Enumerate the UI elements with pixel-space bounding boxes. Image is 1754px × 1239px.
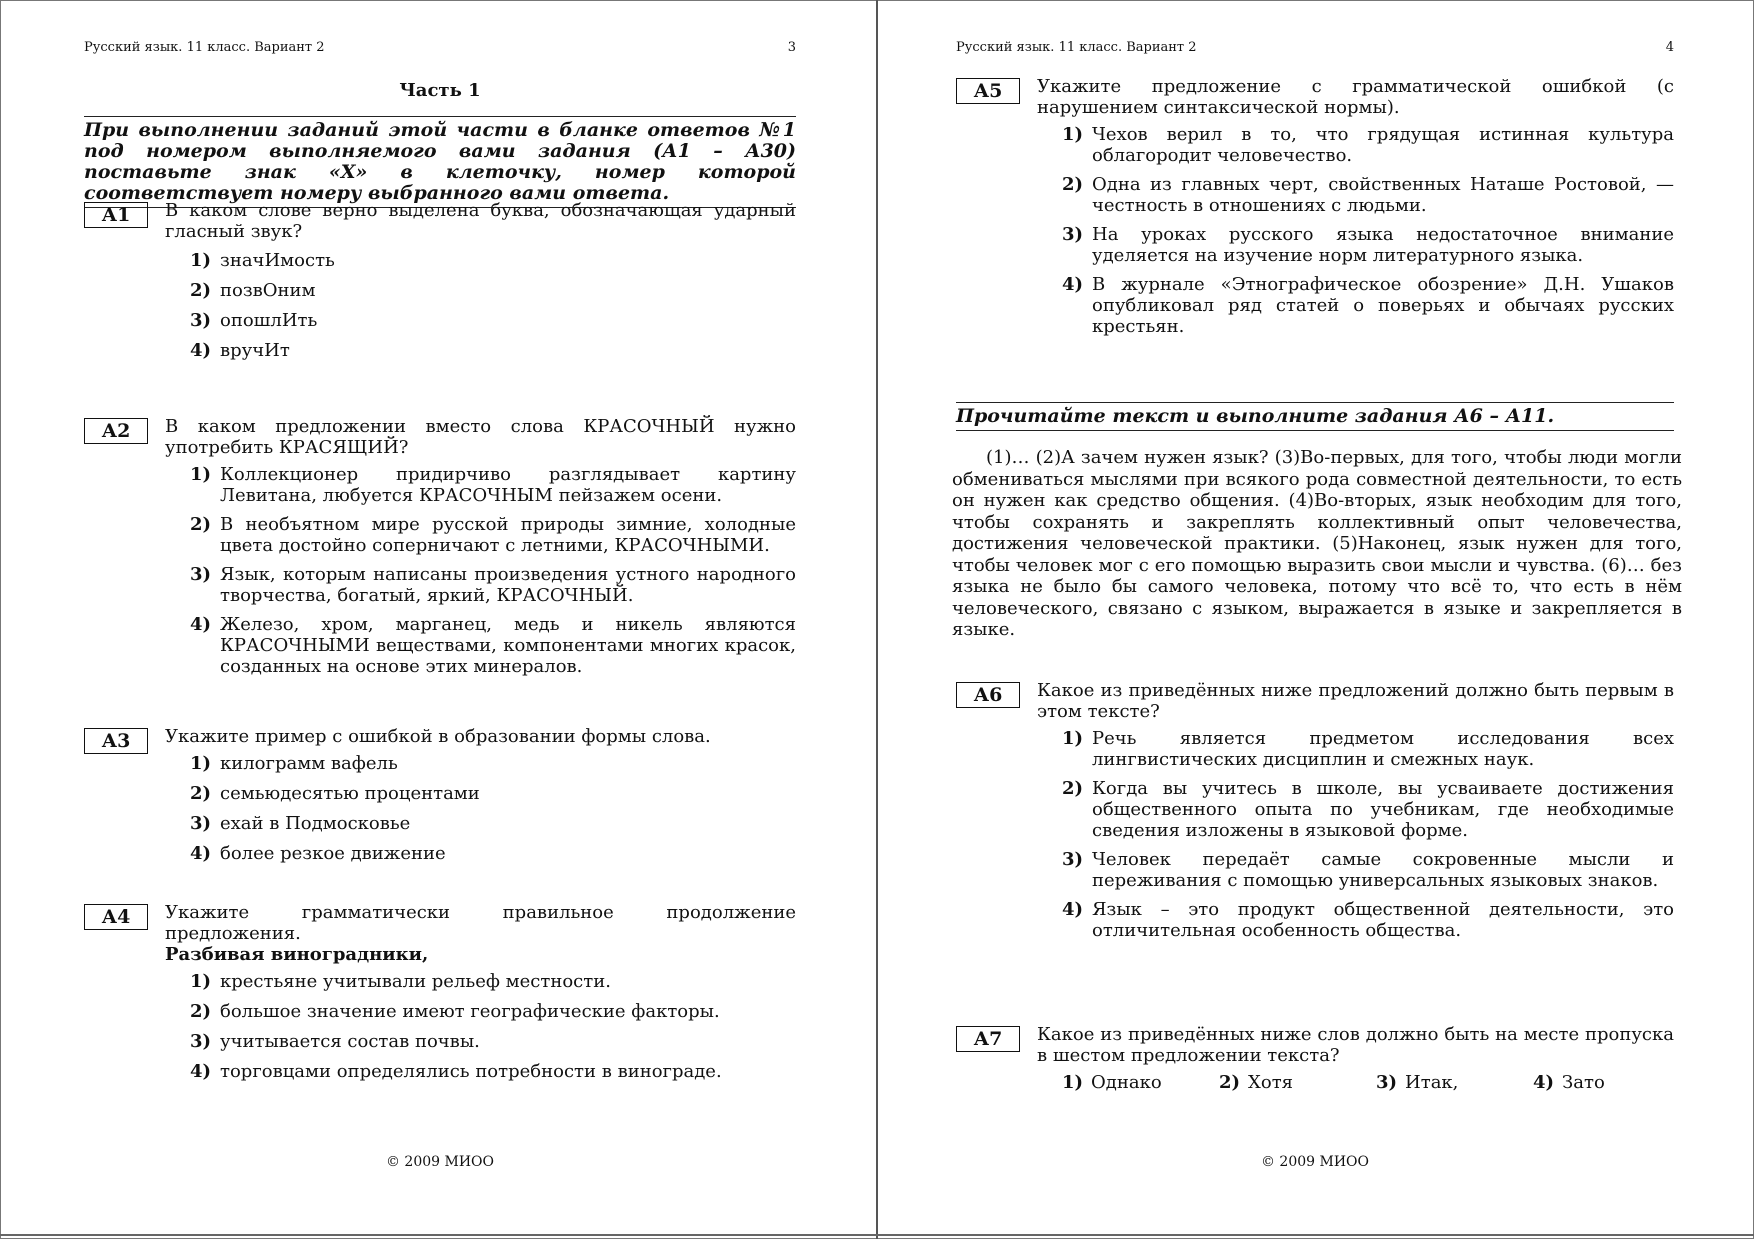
- option-item[interactable]: [190, 280, 796, 301]
- option-number: 1): [190, 464, 212, 485]
- option-text: торговцами определялись потребности в винограде.: [220, 1061, 722, 1082]
- option-item[interactable]: [1376, 1072, 1533, 1093]
- option-text: вручИт: [220, 340, 290, 361]
- option-item[interactable]: [190, 753, 796, 774]
- options-list: [1062, 1072, 1674, 1093]
- option-text: Когда вы учитесь в школе, вы усваиваете достижения общественного опыта по учебникам, где необходимые сведения изложены в языковой форме.: [1092, 778, 1674, 841]
- option-text: Язык – это продукт общественной деятельности, это отличительная особенность общества.: [1092, 899, 1674, 941]
- option-item[interactable]: [190, 1031, 796, 1052]
- task-label-box: А1: [84, 202, 148, 228]
- option-text: семьюдесятью процентами: [220, 783, 480, 804]
- options-list: [1062, 728, 1674, 941]
- option-number: 3): [1376, 1072, 1398, 1093]
- option-number: 4): [1062, 899, 1084, 920]
- option-item[interactable]: [1533, 1072, 1605, 1093]
- option-item[interactable]: [190, 1001, 796, 1022]
- option-text: На уроках русского языка недостаточное внимание уделяется на изучение норм литературного языка.: [1092, 224, 1674, 266]
- option-item[interactable]: [1062, 124, 1674, 166]
- task-question: Какое из приведённых ниже слов должно быть на месте пропуска в шестом предложении текста?: [1037, 1024, 1674, 1066]
- option-item[interactable]: [190, 564, 796, 606]
- option-number: 1): [190, 753, 212, 774]
- page-footer: © 2009 МИОО: [385, 1154, 495, 1170]
- option-item[interactable]: [1062, 174, 1674, 216]
- task-question: Укажите предложение с грамматической ошибкой (с нарушением синтаксической нормы).: [1037, 76, 1674, 118]
- option-text: Коллекционер придирчиво разглядывает картину Левитана, любуется КРАСОЧНЫМ пейзажем осени.: [220, 464, 796, 506]
- option-item[interactable]: [1062, 224, 1674, 266]
- option-number: 3): [1062, 849, 1084, 870]
- task-a5: [956, 76, 1674, 337]
- page-number: 4: [1665, 40, 1674, 55]
- option-number: 1): [1062, 728, 1084, 749]
- task-a6: [956, 680, 1674, 941]
- option-number: 4): [1062, 274, 1084, 295]
- task-a7: [956, 1024, 1674, 1093]
- option-item[interactable]: [1062, 849, 1674, 891]
- option-number: 3): [1062, 224, 1084, 245]
- option-number: 2): [190, 783, 212, 804]
- task-question: [165, 902, 796, 965]
- option-text: Зато: [1562, 1072, 1605, 1093]
- option-item[interactable]: [1219, 1072, 1376, 1093]
- part-title: Часть 1: [399, 80, 481, 101]
- option-text: В журнале «Этнографическое обозрение» Д.Н. Ушаков опубликовал ряд статей о поверьях и обычаях русских крестьян.: [1092, 274, 1674, 337]
- option-item[interactable]: [1062, 728, 1674, 770]
- option-item[interactable]: [190, 843, 796, 864]
- option-number: 1): [1062, 1072, 1084, 1093]
- option-text: Язык, которым написаны произведения устного народного творчества, богатый, яркий, КРАСОЧНЫЙ.: [220, 564, 796, 606]
- option-item[interactable]: [1062, 899, 1674, 941]
- header-title: Русский язык. 11 класс. Вариант 2: [84, 40, 325, 55]
- task-label-box: А4: [84, 904, 148, 930]
- task-question: Какое из приведённых ниже предложений должно быть первым в этом тексте?: [1037, 680, 1674, 722]
- option-number: 3): [190, 813, 212, 834]
- right-page: [952, 0, 1682, 1239]
- option-text: значИмость: [220, 250, 335, 271]
- option-number: 1): [190, 971, 212, 992]
- option-number: 2): [190, 1001, 212, 1022]
- option-text: Речь является предметом исследования всех лингвистических дисциплин и смежных наук.: [1092, 728, 1674, 770]
- task-question-text: Укажите грамматически правильное продолжение предложения.: [165, 902, 796, 944]
- task-a1: [84, 200, 796, 361]
- option-text: В необъятном мире русской природы зимние, холодные цвета достойно соперничают с летними, КРАСОЧНЫМИ.: [220, 514, 796, 556]
- option-number: 2): [190, 280, 212, 301]
- task-a3: [84, 726, 796, 864]
- page-number: 3: [787, 40, 796, 55]
- option-number: 2): [1219, 1072, 1241, 1093]
- page-footer: © 2009 МИОО: [1260, 1154, 1370, 1170]
- option-number: 4): [1533, 1072, 1555, 1093]
- option-item[interactable]: [190, 250, 796, 271]
- options-list: [190, 753, 796, 864]
- option-text: более резкое движение: [220, 843, 446, 864]
- option-number: 4): [190, 843, 212, 864]
- option-text: Одна из главных черт, свойственных Наташе Ростовой, — честность в отношениях с людьми.: [1092, 174, 1674, 216]
- option-text: крестьяне учитывали рельеф местности.: [220, 971, 611, 992]
- task-label-box: А2: [84, 418, 148, 444]
- option-item[interactable]: [190, 813, 796, 834]
- task-question: Укажите пример с ошибкой в образовании формы слова.: [165, 726, 711, 747]
- option-item[interactable]: [1062, 274, 1674, 337]
- option-number: 4): [190, 1061, 212, 1082]
- option-text: учитывается состав почвы.: [220, 1031, 480, 1052]
- text-instruction: Прочитайте текст и выполните задания А6 – А11.: [956, 402, 1674, 431]
- option-number: 3): [190, 310, 212, 331]
- option-item[interactable]: [190, 783, 796, 804]
- option-text: Однако: [1091, 1072, 1162, 1093]
- option-item[interactable]: [1062, 1072, 1219, 1093]
- option-number: 4): [190, 340, 212, 361]
- option-number: 1): [190, 250, 212, 271]
- header-title: Русский язык. 11 класс. Вариант 2: [956, 40, 1197, 55]
- task-question: В каком слове верно выделена буква, обозначающая ударный гласный звук?: [165, 200, 796, 242]
- option-item[interactable]: [190, 340, 796, 361]
- task-label-box: А5: [956, 78, 1020, 104]
- option-number: 4): [190, 614, 212, 635]
- page-header: [84, 40, 796, 55]
- option-text: Итак,: [1405, 1072, 1459, 1093]
- option-text: опошлИть: [220, 310, 318, 331]
- option-item[interactable]: [1062, 778, 1674, 841]
- instruction-block: При выполнении заданий этой части в бланке ответов №1 под номером выполняемого вами задания (А1 – А30) поставьте знак «Х» в клеточку, номер которой соответствует номеру выбранного вами ответа.: [84, 116, 796, 208]
- option-text: Железо, хром, марганец, медь и никель являются КРАСОЧНЫМИ веществами, компонентами многих красок, созданных на основе этих минералов.: [220, 614, 796, 677]
- options-list: [190, 250, 796, 361]
- option-number: 3): [190, 564, 212, 585]
- option-item[interactable]: [190, 310, 796, 331]
- option-text: большое значение имеют географические факторы.: [220, 1001, 720, 1022]
- option-number: 1): [1062, 124, 1084, 145]
- option-item[interactable]: [190, 1061, 796, 1082]
- option-number: 2): [190, 514, 212, 535]
- option-text: килограмм вафель: [220, 753, 398, 774]
- task-question: В каком предложении вместо слова КРАСОЧНЫЙ нужно употребить КРАСЯЩИЙ?: [165, 416, 796, 458]
- option-number: 3): [190, 1031, 212, 1052]
- task-question-bold: Разбивая виноградники,: [165, 944, 429, 965]
- left-page: [84, 0, 796, 1239]
- option-item[interactable]: [190, 614, 796, 677]
- options-list: [190, 464, 796, 677]
- task-label-box: А7: [956, 1026, 1020, 1052]
- option-text: Человек передаёт самые сокровенные мысли и переживания с помощью универсальных языковых знаков.: [1092, 849, 1674, 891]
- option-item[interactable]: [190, 464, 796, 506]
- option-item[interactable]: [190, 971, 796, 992]
- option-text: позвОним: [220, 280, 316, 301]
- option-number: 2): [1062, 174, 1084, 195]
- option-text: ехай в Подмосковье: [220, 813, 411, 834]
- task-label-box: А3: [84, 728, 148, 754]
- task-a2: [84, 416, 796, 677]
- option-number: 2): [1062, 778, 1084, 799]
- option-item[interactable]: [190, 514, 796, 556]
- page-divider: [876, 0, 878, 1239]
- option-text: Хотя: [1248, 1072, 1294, 1093]
- task-a4: [84, 902, 796, 1082]
- task-label-box: А6: [956, 682, 1020, 708]
- page-header: [956, 40, 1674, 55]
- reading-passage: (1)… (2)А зачем нужен язык? (3)Во-первых, для того, чтобы люди могли обмениваться мыслями при всякого рода совместной деятельности, то есть он нужен как средство общения. (4)Во-вторых, язык необходим для того, чтобы сохранять и закреплять коллективный опыт человечества, достижения человеческой практики. (5)Наконец, язык нужен для того, чтобы человек мог с его помощью выразить свои мысли и чувства. (6)… без языка не было бы самого человека, потому что всё то, что есть в нём человеческого, связано с языком, выражается в языке и закрепляется в языке.: [952, 447, 1682, 640]
- option-text: Чехов верил в то, что грядущая истинная культура облагородит человечество.: [1092, 124, 1674, 166]
- options-list: [190, 971, 796, 1082]
- options-list: [1062, 124, 1674, 337]
